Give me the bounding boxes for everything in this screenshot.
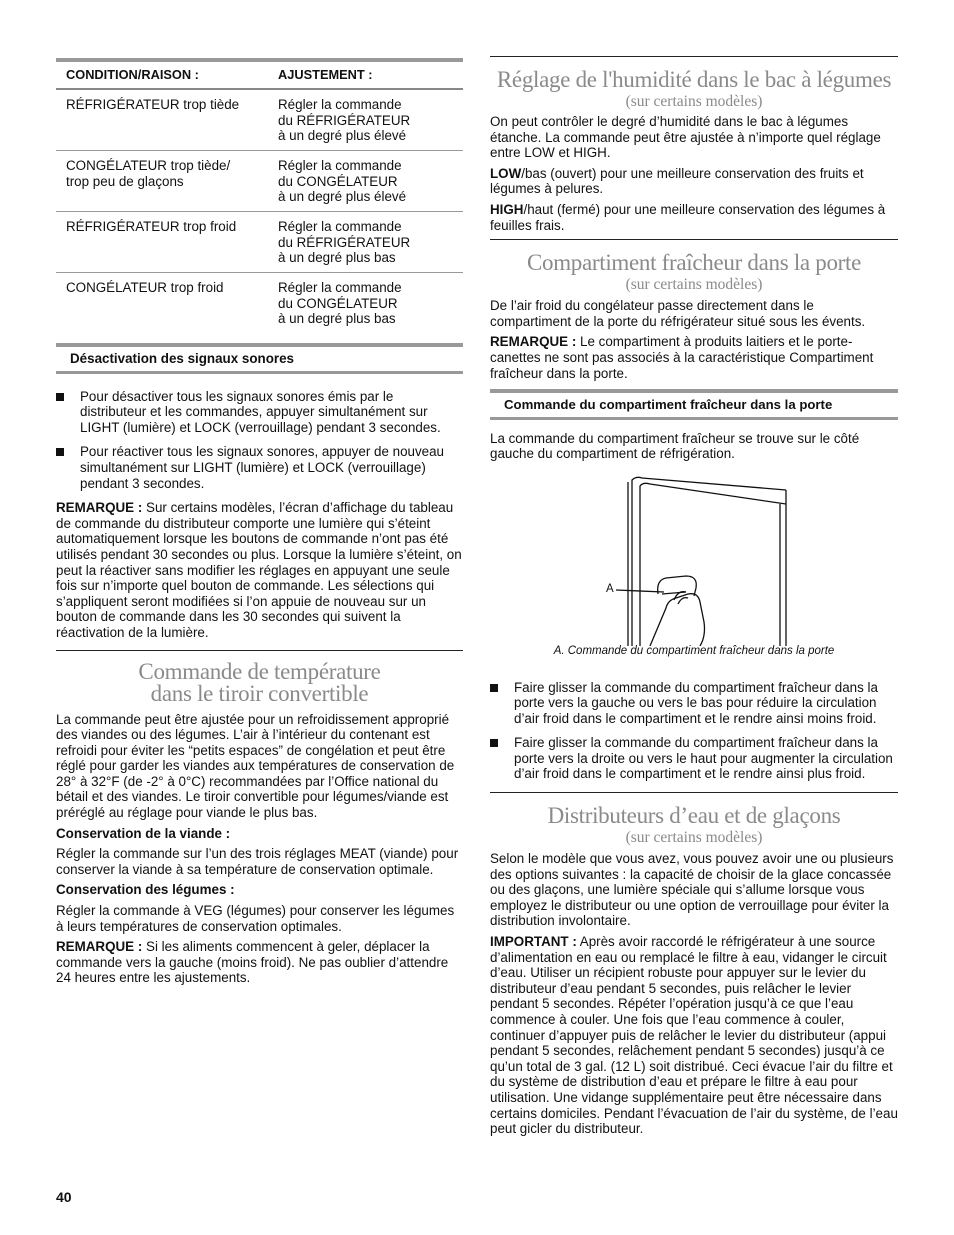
figure-label-a: A	[606, 582, 614, 595]
note-text: Si les aliments commencent à geler, déplacer la commande vers la gauche (moins froid). Ne pas oublier d’attendre 24 heures entre les ajustements.	[56, 939, 449, 986]
viande-text: Régler la commande sur l’un des trois réglages MEAT (viande) pour conserver la viande à sa température de conservation optimale.	[56, 846, 459, 877]
left-column	[56, 343, 463, 991]
section-divider	[490, 56, 898, 57]
list-item	[490, 735, 898, 782]
legumes-label	[56, 882, 463, 898]
section-divider	[490, 239, 898, 240]
square-bullet-icon	[56, 393, 64, 401]
humidite-title: Réglage de l'humidité dans le bac à légumes	[496, 67, 892, 92]
header-adjustment: AJUSTEMENT :	[278, 67, 373, 83]
table-row	[56, 151, 463, 212]
distributeurs-title: Distributeurs d’eau et de glaçons	[547, 803, 841, 829]
tiroir-title	[56, 658, 463, 706]
note-label: REMARQUE :	[490, 334, 577, 350]
bullet-text: Pour désactiver tous les signaux sonores émis par le distributeur et les commandes, appuyer simultanément sur LIGHT (lumière) et LOCK (verrouillage) pendant 3 secondes.	[80, 388, 441, 435]
bullet-text: Pour réactiver tous les signaux sonores, appuyer de nouveau simultanément sur LIGHT (lumière) et LOCK (verrouillage) pendant 3 secondes.	[80, 444, 444, 491]
low-label: LOW	[490, 165, 522, 181]
row-adjustment	[278, 90, 463, 150]
square-bullet-icon	[490, 739, 498, 747]
door-illustration	[490, 476, 898, 646]
note-text: Le compartiment à produits laitiers et le porte-canettes ne sont pas associés à la caractéristique Compartiment fraîcheur dans la porte.	[490, 334, 874, 381]
square-bullet-icon	[490, 684, 498, 692]
adjustment-line: à un degré plus élevé	[278, 189, 407, 205]
fraicheur-sub-text: La commande du compartiment fraîcheur se trouve sur le côté gauche du compartiment de réfrigération.	[490, 430, 860, 462]
note-text: Sur certains modèles, l’écran d’affichage du tableau de commande du distributeur comporte une lumière qui s’éteint automatiquement lorsque les boutons de commande n’ont pas été utilisés pendant 30 secondes ou plus. Lorsque la lumière s’éteint, on peut la réactiver sans modifier les réglages en appuyant une seule fois sur n’importe quel bouton de commande. Les sélections qui s’appliquent seront modifiées si l’on appuie de nouveau sur un bouton de commande dans les 30 secondes qui suivent la réactivation de la lumière.	[56, 500, 462, 640]
viande-label	[56, 826, 463, 842]
adjustment-line: du RÉFRIGÉRATEUR	[278, 234, 411, 250]
table-row	[56, 273, 463, 333]
door-outline-outer	[632, 477, 786, 646]
low-text: /bas (ouvert) pour une meilleure conservation des fruits et légumes à pelures.	[490, 165, 864, 197]
adjustment-line: Régler la commande	[278, 158, 402, 173]
distributeurs-intro: Selon le modèle que vous avez, vous pouvez avoir une ou plusieurs des options suivantes : la capacité de choisir de la glace concassée ou des glaçons, une lumière spéciale qui s’allume lorsque vous employez le distributeur ou une option de verrouillage pour éviter la distribution involontaire.	[490, 851, 894, 929]
adjustment-line: du RÉFRIGÉRATEUR	[278, 112, 411, 128]
row-condition: CONGÉLATEUR trop tiède/ trop peu de glaçons	[66, 158, 231, 189]
distributeurs-important	[490, 934, 898, 1137]
right-column	[490, 56, 898, 1142]
humidite-high	[490, 202, 898, 233]
adjustment-line: Régler la commande	[278, 219, 402, 234]
humidite-intro: On peut contrôler le degré d’humidité dans le bac à légumes étanche. La commande peut être ajustée à n’importe quel réglage entre LOW et HIGH.	[490, 114, 881, 161]
title-line: Commande de température	[138, 658, 381, 684]
header-condition: CONDITION/RAISON :	[66, 67, 199, 83]
section-divider	[56, 650, 463, 651]
row-condition: RÉFRIGÉRATEUR trop tiède	[66, 97, 240, 112]
note-label: REMARQUE :	[56, 500, 143, 516]
adjustment-line: à un degré plus élevé	[278, 128, 407, 144]
bullet-text: Faire glisser la commande du compartiment fraîcheur dans la porte vers la gauche ou vers le bas pour réduire la circulation d’air froid dans le compartiment et le rendre ainsi moins froid.	[514, 679, 878, 726]
fraicheur-title: Compartiment fraîcheur dans la porte	[526, 250, 862, 276]
adjustment-line: du CONGÉLATEUR	[278, 173, 398, 189]
adjustment-line: Régler la commande	[278, 97, 402, 112]
bullet-text: Faire glisser la commande du compartiment fraîcheur dans la porte vers la droite ou vers le haut pour augmenter la circulation d’air froid dans le compartiment et le rendre ainsi plus froid.	[514, 735, 893, 782]
label: Conservation des légumes :	[56, 882, 235, 898]
door-figure	[490, 476, 898, 646]
tiroir-note	[56, 939, 463, 986]
door-outline-inner	[640, 483, 786, 646]
list-item	[490, 680, 898, 727]
table-row	[56, 212, 463, 273]
tiroir-intro: La commande peut être ajustée pour un refroidissement approprié des viandes ou des légumes. L’air à l’intérieur du contenant est refroidi pour éviter les “petits espaces” de congélation et peut être réglé pour garder les viandes aux températures de conservation de 28° à 32°F (de -2° à 0°C) recommandées par l’Office national du bétail et des viandes. Le tiroir convertible pour légumes/viande est préréglé au réglage pour viande le plus bas.	[56, 711, 455, 821]
table-row	[56, 90, 463, 151]
fraicheur-note	[490, 334, 898, 381]
adjustment-line: à un degré plus bas	[278, 250, 396, 266]
fraicheur-subtitle: (sur certains modèles)	[625, 276, 763, 294]
list-item	[56, 389, 463, 436]
fraicheur-intro: De l’air froid du congélateur passe directement dans le compartiment de la porte du réfrigérateur situé sous les évents.	[490, 298, 866, 329]
humidite-subtitle: (sur certains modèles)	[625, 93, 763, 110]
title-line: dans le tiroir convertible	[150, 680, 369, 706]
important-label: IMPORTANT :	[490, 934, 577, 950]
adjustment-line: à un degré plus bas	[278, 311, 396, 327]
important-text: Après avoir raccordé le réfrigérateur à une source d’alimentation en eau ou remplacé le filtre à eau, vidanger le circuit d’eau. Utiliser un récipient robuste pour appuyer sur le levier du distributeur d’eau pendant 5 secondes, puis relâcher le levier pendant 5 secondes. Répéter l’opération jusqu’à ce que l’eau commence à couler. Une fois que l’eau commence à couler, continuer d’appuyer puis de relâcher le levier du distributeur (appui pendant 5 secondes, relâchement pendant 5 secondes) jusqu’à ce qu’un total de 3 gal. (12 L) soit distribué. Ceci évacue l’air du filtre et du système de distribution d’eau et prépare le filtre à eau pour utilisation. Une vidange supplémentaire peut être nécessaire dans certains domiciles. Pendant l’évacuation de l’air du système, de l’eau peut gicler du distributeur.	[490, 934, 898, 1137]
row-adjustment	[278, 151, 463, 211]
list-item	[56, 444, 463, 491]
page-number: 40	[56, 1189, 72, 1205]
high-label: HIGH	[490, 201, 524, 217]
adjustment-line: Régler la commande	[278, 280, 402, 295]
fraicheur-sub-heading: Commande du compartiment fraîcheur dans la porte	[490, 389, 898, 420]
adjustment-line: du CONGÉLATEUR	[278, 295, 398, 311]
row-adjustment	[278, 212, 463, 272]
section-divider	[490, 792, 898, 793]
legumes-text: Régler la commande à VEG (légumes) pour conserver les légumes à leurs températures de conservation optimales.	[56, 903, 455, 934]
row-adjustment	[278, 273, 463, 333]
humidite-low	[490, 166, 898, 197]
sonores-list	[56, 389, 463, 492]
distributeurs-subtitle: (sur certains modèles)	[625, 829, 763, 847]
row-condition: CONGÉLATEUR trop froid	[66, 280, 224, 295]
table-header	[56, 58, 463, 90]
sonores-heading: Désactivation des signaux sonores	[56, 343, 463, 374]
adjustment-table	[56, 58, 463, 333]
square-bullet-icon	[56, 448, 64, 456]
label: Conservation de la viande :	[56, 825, 231, 841]
fraicheur-list	[490, 680, 898, 783]
high-text: /haut (fermé) pour une meilleure conservation des légumes à feuilles frais.	[490, 201, 886, 233]
figure-caption: A. Commande du compartiment fraîcheur dans la porte	[553, 644, 835, 657]
row-condition: RÉFRIGÉRATEUR trop froid	[66, 219, 237, 234]
sonores-note	[56, 500, 463, 640]
note-label: REMARQUE :	[56, 939, 143, 955]
